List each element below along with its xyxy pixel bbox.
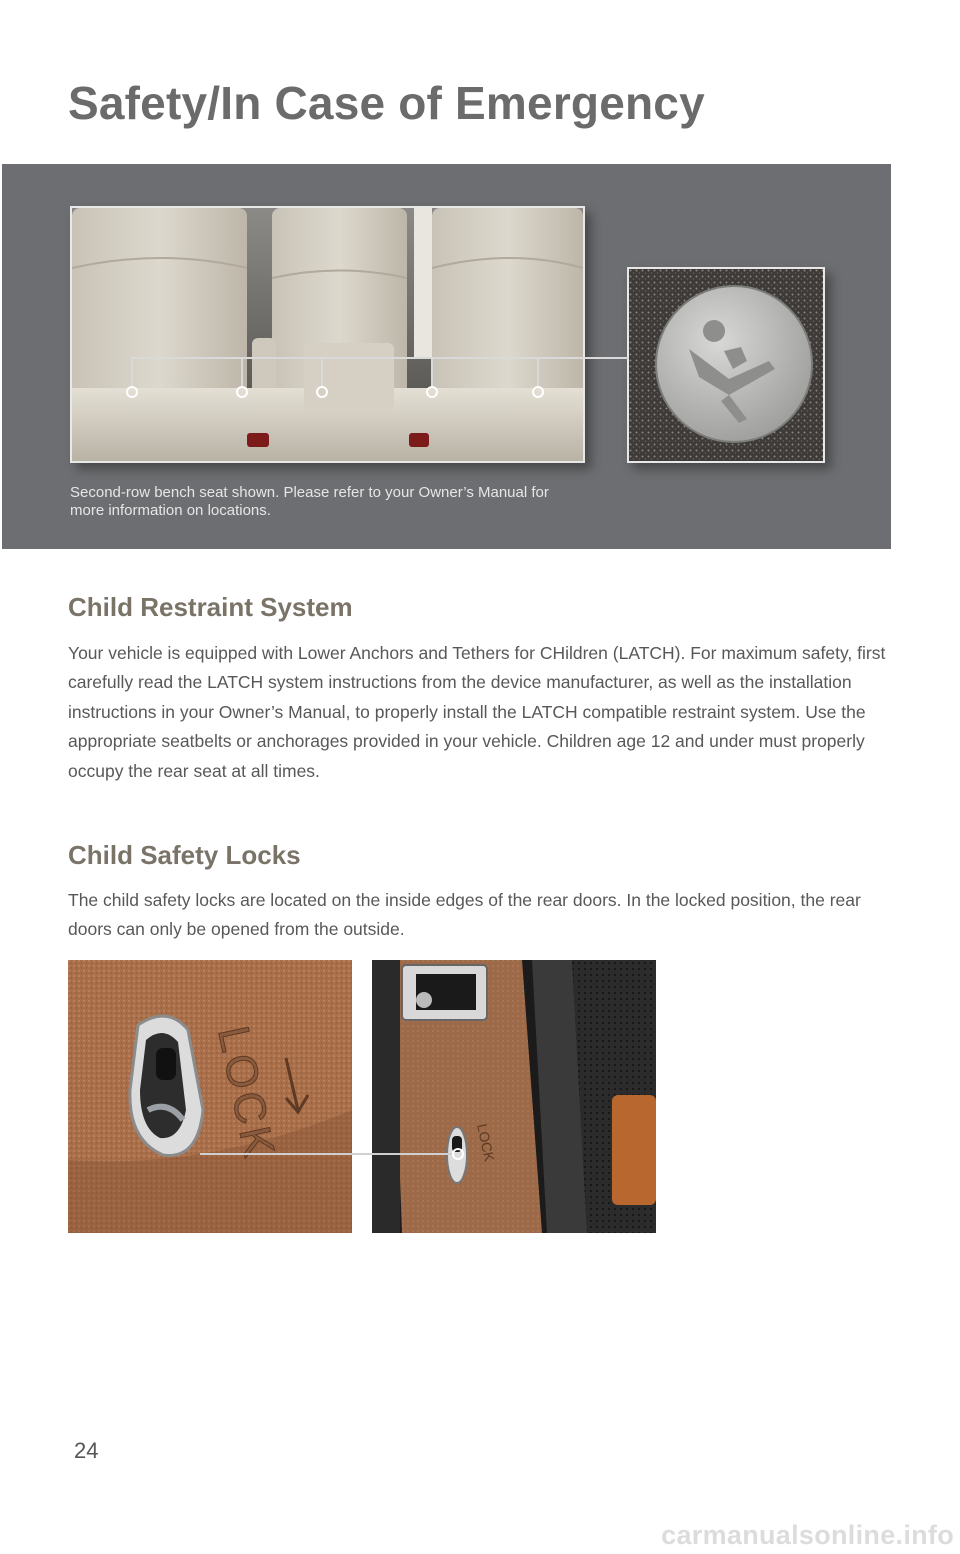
page-number: 24 [74,1438,99,1463]
lock-closeup-label: LOCK [208,1021,285,1165]
watermark: carmanualsonline.info [661,1520,954,1550]
seat-photo [70,206,585,463]
lock-closeup-photo [68,960,352,1233]
anchor-symbol-photo [627,267,825,463]
photo-panel [2,164,891,549]
section-heading-child-safety-locks: Child Safety Locks [68,840,301,870]
section-heading-child-restraint: Child Restraint System [68,592,353,622]
photo-caption: Second-row bench seat shown. Please refer to your Owner’s Manual for more information on locations. [70,484,549,519]
rear-door-edge-photo [372,960,656,1233]
door-lock-label: LOCK [474,1122,498,1163]
section-body-child-safety-locks: The child safety locks are located on the inside edges of the rear doors. In the locked position, the rear doors can only be opened from the outside. [68,890,861,940]
section-body-child-restraint: Your vehicle is equipped with Lower Anchors and Tethers for CHildren (LATCH). For maximum safety, first carefully read the LATCH system instructions from the device manufacturer, as well as the installation instructions in your Owner’s Manual, to properly install the LATCH compatible restraint system. Use the appropriate seatbelts or anchorages provided in your vehicle. Children age 12 and under must properly occupy the rear seat at all times. [68,643,886,781]
page-title: Safety/In Case of Emergency [68,77,705,129]
